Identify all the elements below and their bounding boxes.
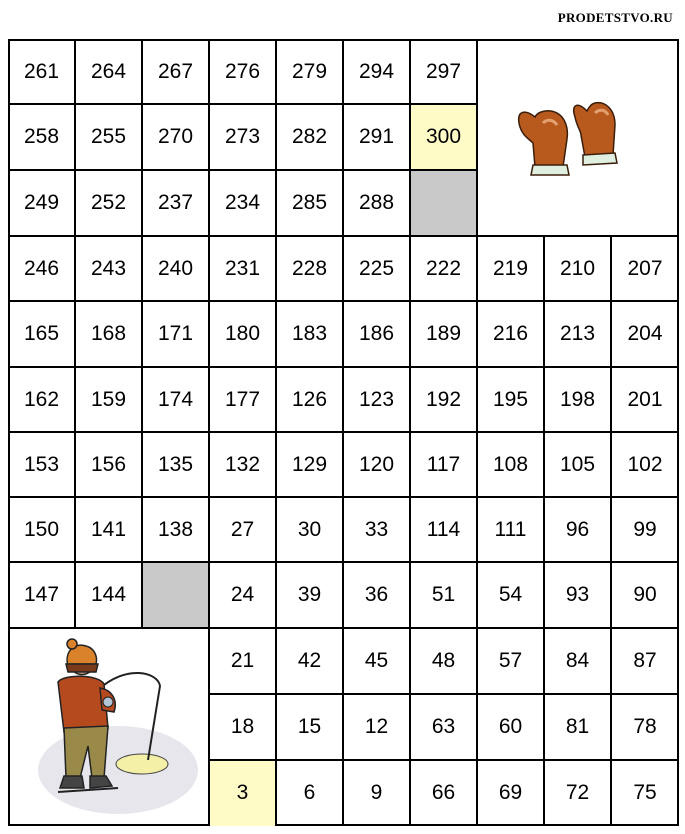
maze-cell[interactable]: 102 xyxy=(627,452,663,476)
maze-cell[interactable]: 81 xyxy=(565,715,590,738)
maze-cell[interactable]: 63 xyxy=(431,715,456,738)
maze-cell[interactable]: 21 xyxy=(230,649,255,672)
maze-cell[interactable]: 153 xyxy=(23,452,60,476)
maze-cell[interactable]: 48 xyxy=(431,649,456,672)
finish-cell[interactable]: 300 xyxy=(410,104,477,170)
maze-cell[interactable]: 183 xyxy=(291,322,328,345)
maze-cell[interactable]: 288 xyxy=(358,191,395,214)
maze-cell[interactable]: 276 xyxy=(224,59,261,83)
maze-cell[interactable]: 30 xyxy=(297,517,322,541)
maze-cell[interactable]: 84 xyxy=(565,649,590,672)
maze-cell[interactable]: 189 xyxy=(425,322,462,345)
maze-cell[interactable]: 279 xyxy=(291,59,328,83)
grid-line xyxy=(610,236,612,826)
maze-cell[interactable]: 96 xyxy=(565,517,590,541)
maze-cell[interactable]: 267 xyxy=(157,59,194,83)
maze-cell[interactable]: 270 xyxy=(157,125,194,148)
maze-cell[interactable]: 174 xyxy=(157,387,194,411)
grid-line xyxy=(8,103,477,105)
maze-cell[interactable]: 117 xyxy=(426,452,461,476)
maze-cell[interactable]: 255 xyxy=(90,125,127,148)
grid-line xyxy=(141,39,143,628)
maze-cell[interactable]: 225 xyxy=(358,256,395,280)
maze-cell[interactable]: 45 xyxy=(364,649,389,672)
blocked-cell xyxy=(410,170,477,236)
maze-cell[interactable]: 93 xyxy=(565,583,590,606)
maze-cell[interactable]: 156 xyxy=(90,452,127,476)
maze-cell[interactable]: 105 xyxy=(559,452,596,476)
maze-cell[interactable]: 168 xyxy=(90,322,127,345)
maze-cell[interactable]: 66 xyxy=(431,781,456,804)
maze-cell[interactable]: 204 xyxy=(627,322,663,345)
maze-cell[interactable]: 54 xyxy=(498,583,523,606)
number-maze-grid xyxy=(8,39,679,826)
maze-cell[interactable]: 294 xyxy=(358,59,395,83)
maze-cell[interactable]: 219 xyxy=(492,256,529,280)
maze-cell[interactable]: 24 xyxy=(230,583,255,606)
maze-cell[interactable]: 297 xyxy=(425,59,462,83)
maze-cell[interactable]: 135 xyxy=(157,452,194,476)
maze-cell[interactable]: 228 xyxy=(291,256,328,280)
maze-cell[interactable]: 159 xyxy=(90,387,127,411)
maze-cell[interactable]: 57 xyxy=(498,649,523,672)
maze-cell[interactable]: 282 xyxy=(291,125,328,148)
maze-cell[interactable]: 18 xyxy=(230,715,255,738)
maze-cell[interactable]: 129 xyxy=(291,452,328,476)
grid-line xyxy=(209,759,679,761)
maze-cell[interactable]: 144 xyxy=(90,583,127,606)
maze-cell[interactable]: 243 xyxy=(90,256,127,280)
maze-cell[interactable]: 132 xyxy=(224,452,261,476)
maze-cell[interactable]: 240 xyxy=(157,256,194,280)
ice-fisherman-icon xyxy=(8,628,209,826)
grid-line xyxy=(209,693,679,695)
maze-cell[interactable]: 9 xyxy=(370,781,383,804)
maze-cell[interactable]: 90 xyxy=(633,583,657,606)
maze-cell[interactable]: 222 xyxy=(425,256,462,280)
grid-line xyxy=(543,236,545,826)
maze-cell[interactable]: 51 xyxy=(431,583,456,606)
maze-cell[interactable]: 237 xyxy=(157,191,194,214)
start-cell[interactable]: 3 xyxy=(209,760,276,826)
maze-cell[interactable]: 234 xyxy=(224,191,261,214)
maze-cell[interactable]: 120 xyxy=(358,452,395,476)
maze-cell[interactable]: 162 xyxy=(23,387,60,411)
maze-cell[interactable]: 186 xyxy=(358,322,395,345)
maze-cell[interactable]: 150 xyxy=(23,517,60,541)
maze-cell[interactable]: 78 xyxy=(633,715,657,738)
maze-cell[interactable]: 123 xyxy=(358,387,395,411)
maze-cell[interactable]: 171 xyxy=(157,322,194,345)
maze-cell[interactable]: 87 xyxy=(633,649,657,672)
maze-cell[interactable]: 180 xyxy=(224,322,261,345)
maze-cell[interactable]: 36 xyxy=(364,583,389,606)
maze-cell[interactable]: 291 xyxy=(358,125,395,148)
blocked-cell xyxy=(142,562,209,628)
maze-cell[interactable]: 165 xyxy=(23,322,60,345)
maze-cell[interactable]: 285 xyxy=(291,191,328,214)
maze-cell[interactable]: 39 xyxy=(297,583,322,606)
maze-cell[interactable]: 210 xyxy=(559,256,596,280)
maze-cell[interactable]: 198 xyxy=(559,387,596,411)
maze-cell[interactable]: 177 xyxy=(224,387,261,411)
maze-cell[interactable]: 27 xyxy=(230,517,255,541)
maze-cell[interactable]: 207 xyxy=(627,256,663,280)
maze-cell[interactable]: 114 xyxy=(426,517,461,541)
maze-cell[interactable]: 231 xyxy=(224,256,261,280)
grid-line xyxy=(409,39,411,826)
maze-cell[interactable]: 264 xyxy=(90,59,127,83)
maze-cell[interactable]: 213 xyxy=(559,322,596,345)
maze-cell[interactable]: 12 xyxy=(364,715,389,738)
maze-cell[interactable]: 246 xyxy=(23,256,60,280)
maze-cell[interactable]: 141 xyxy=(90,517,127,541)
site-label: PRODETSTVO.RU xyxy=(557,10,673,25)
maze-cell[interactable]: 60 xyxy=(498,715,523,738)
maze-cell[interactable]: 261 xyxy=(23,59,60,83)
maze-cell[interactable]: 252 xyxy=(90,191,127,214)
maze-cell[interactable]: 249 xyxy=(23,191,60,214)
maze-cell[interactable]: 111 xyxy=(494,517,527,541)
maze-cell[interactable]: 126 xyxy=(291,387,328,411)
maze-cell[interactable]: 75 xyxy=(633,781,657,804)
maze-cell[interactable]: 42 xyxy=(297,649,322,672)
maze-cell[interactable]: 201 xyxy=(627,387,663,411)
maze-cell[interactable]: 99 xyxy=(633,517,657,541)
maze-cell[interactable]: 192 xyxy=(425,387,462,411)
maze-cell[interactable]: 72 xyxy=(565,781,590,804)
maze-cell[interactable]: 138 xyxy=(157,517,194,541)
maze-cell[interactable]: 195 xyxy=(492,387,529,411)
grid-line xyxy=(275,39,277,826)
maze-cell[interactable]: 147 xyxy=(23,583,60,606)
grid-line xyxy=(342,39,344,826)
maze-cell[interactable]: 216 xyxy=(492,322,529,345)
grid-line xyxy=(74,39,76,628)
maze-cell[interactable]: 258 xyxy=(23,125,60,148)
maze-cell[interactable]: 6 xyxy=(303,781,316,804)
maze-cell[interactable]: 33 xyxy=(364,517,389,541)
maze-cell[interactable]: 69 xyxy=(498,781,523,804)
maze-cell[interactable]: 108 xyxy=(492,452,529,476)
mittens-icon xyxy=(477,39,679,236)
maze-cell[interactable]: 15 xyxy=(297,715,322,738)
maze-cell[interactable]: 273 xyxy=(224,125,261,148)
grid-line xyxy=(8,169,477,171)
